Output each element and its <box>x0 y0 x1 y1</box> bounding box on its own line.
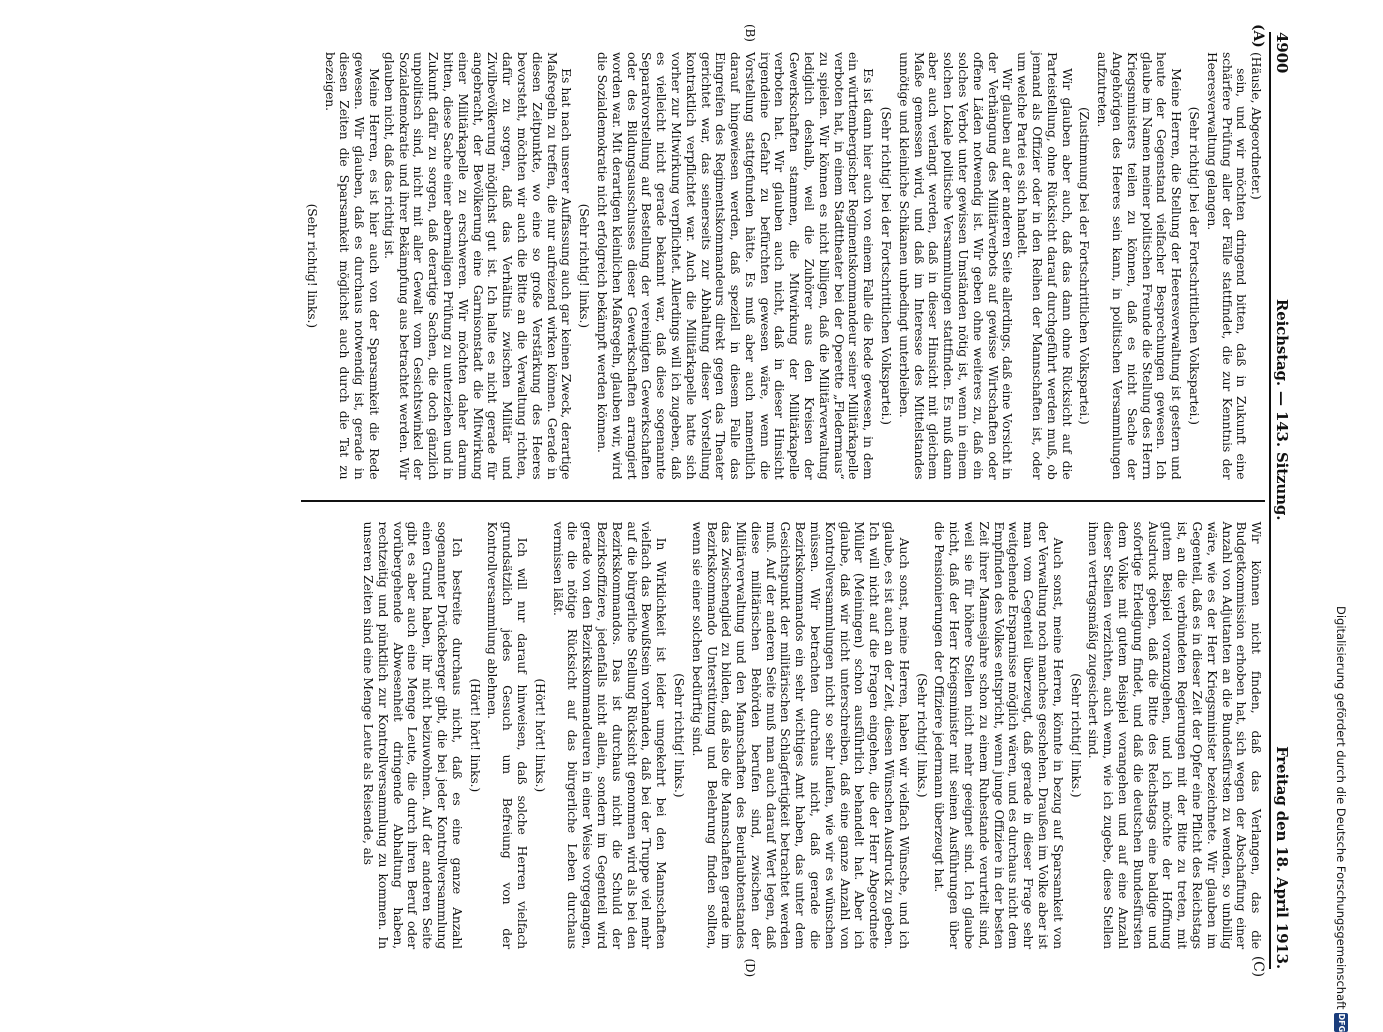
paragraph: Meine Herren, es ist hier auch von der Sparsamkeit die Rede gewesen. Wir glauben, daß es durchaus notwendig ist, gerade in diesen Zeiten die Sparsamkeit möglichst auch durch die Tat zu bezeigen. <box>322 52 382 480</box>
margin-marker-b: (B) <box>743 24 758 42</box>
credit-text: Digitalisierung gefördert durch die Deutsche Forschungsgemeinschaft <box>1334 606 1348 1010</box>
paragraph: Auch sonst, meine Herren, könnte in bezug auf Sparsamkeit von der Verwaltung noch manches geschehen. Draußen im Volke aber ist man vom Gegenteil überzeugt, daß gerade in dieser Frage sehr weitgehende Ersparnisse möglich wären, und es durchaus nicht dem Empfinden des Volkes entspricht, wenn junge Offiziere in der besten Zeit ihrer Mannesjahre schon zu einem Ruhestande verurteilt sind, weil sie für höhere Stellen nicht mehr geeignet sind. Ich glaube nicht, daß der Herr Kriegsminister mit seinen Ausführungen über die Pensionierungen der Offiziere jedermann überzeugt hat. <box>932 521 1066 949</box>
running-head <box>1269 32 1289 969</box>
paragraph: Wir können nicht finden, daß das Verlangen, das die Budgetkommission erhoben hat, sich wegen der Abschaffung einer Anzahl von Adjutanten an die Bundesfürsten zu wenden, so unbillig wäre, wie es der Herr Kriegsminister bezeichnete. Wir glauben im Gegenteil, daß es in dieser Zeit der Opfer eine Pflicht des Reichstags ist, an die verbündeten Regierungen mit der Bitte zu treten, mit gutem Beispiel voranzugehen, und ich möchte der Hoffnung Ausdruck geben, daß die Bitte des Reichstags eine baldige und sofortige Erledigung findet, und daß die deutschen Bundesfürsten dem Volke mit gutem Beispiel vorangehen und auf eine Anzahl dieser Stellen verzichten, auch wenn, wie ich zugebe, diese Stellen ihnen vertragsmäßig zugesichert sind. <box>1086 521 1265 949</box>
paragraph: Wir glauben auf der anderen Seite allerdings, daß eine Vorsicht in der Verhängung des Militärverbots auf gewisse Wirtschaften oder offene Läden notwendig ist. Wir geben ohne weiteres zu, daß ein solches Verbot unter gewissen Umständen nötig ist, wenn in einem solchen Lokale politische Versammlungen stattfinden. Es muß dann aber auch verlangt werden, daß in dieser Hinsicht mit gleichem Maße gemessen wird, und daß im Interesse des Mittelstandes unnötige und kleinliche Schikanen unbedingt unterbleiben. <box>896 52 1016 480</box>
interjection: (Zustimmung bei der Fortschrittlichen Volkspartei.) <box>1077 106 1093 425</box>
interjection: (Sehr richtig! links.) <box>1068 673 1084 798</box>
paragraph: sein, und wir möchten dringend bitten, daß in Zukunft eine schärfere Prüfung aller der Fälle stattfindet, die zur Kenntnis der Heeresverwaltung gelangen. <box>1204 52 1250 480</box>
paragraph: Auch sonst, meine Herren, haben wir vielfach Wünsche, und ich glaube, es ist auch an der Zeit, diesen Wünschen Ausdruck zu geben. Ich will nicht auf die Fragen eingehen, die der Herr Abgeordnete Müller (Meiningen) schon ausführlich behandelt hat. Aber ich glaube, daß wir nicht unterschreiben, daß eine ganze Anzahl von Kontrollversammlungen nicht so sehr laufen, wie wir es wünschen müssen. Wir betrachten durchaus nicht, daß gerade die Bezirkskommandos ein sehr wichtiges Amt haben, das unter dem Gesichtspunkt der militärischen Schlagfertigkeit betrachtet werden muß. Auf der anderen Seite muß man auch darauf Wert legen, daß diese militärischen Behörden berufen sind, zwischen der Militärverwaltung und den Mannschaften des Beurlaubtenstandes das Zwischenglied zu bilden, daß also die Mannschaften gerade im Bezirkskommando Unterstützung und Belehrung finden sollten, wenn sie einer solchen bedürftig sind. <box>689 521 912 949</box>
paragraph: (Häusle, Abgeordneter.) <box>1249 52 1265 200</box>
interjection: (Sehr richtig! bei der Fortschrittlichen Volkspartei.) <box>879 106 895 425</box>
dfg-logo: DFG <box>1334 1013 1348 1032</box>
paragraph: Es hat nach unserer Auffassung auch gar keinen Zweck, derartige Maßregeln zu treffen, die nur aufreizend wirken können. Gerade in diesen Zeitpunkte, wo eine so große Verstärkung des Heeres bevorsteht, möchten wir auch die Bitte an die Verwaltung richten, dafür zu sorgen, daß das Verhältnis zwischen Militär und Zivilbevölkerung möglichst gut ist. Ich halte es nicht gerade für angebracht, der Bevölkerung eine Garnisonstadt die Mitwirkung einer Militärkapelle zu erschweren. Wir möchten daher darum bitten, diese Sache einer abermaligen Prüfung zu unterziehen und in Zukunft dafür zu sorgen, daß derartige Sachen, die doch gänzlich unpolitisch sind, nicht mit aller Gewalt vom Gesichtswinkel der Sozialdemokratie und ihrer Bekämpfung aus betrachtet werden. Wir glauben nicht, daß das richtig ist. <box>381 52 575 480</box>
interjection: (Sehr richtig! links.) <box>914 673 930 798</box>
session-date: Freitag den 18. April 1913. <box>1273 746 1291 969</box>
interjection: (Sehr richtig! links.) <box>671 673 687 798</box>
paragraph: Ich will nur darauf hinweisen, daß solche Herren vielfach grundsätzlich jedes Gesuch um Befreiung von der Kontrollversammlung ablehnen. <box>485 521 530 949</box>
interjection: (Sehr richtig! bei der Fortschrittlichen Volkspartei.) <box>1187 106 1203 425</box>
interjection: (Hört! hört! links.) <box>467 678 483 793</box>
page-number: 4900 <box>1273 32 1291 74</box>
session-title: Reichstag. — 143. Sitzung. <box>1273 298 1291 521</box>
rotated-scan-page <box>85 8 1295 993</box>
interjection: (Sehr richtig! links.) <box>304 203 320 328</box>
document-page <box>85 8 1295 993</box>
interjection: (Sehr richtig! links.) <box>577 203 593 328</box>
two-column-body <box>301 24 1267 977</box>
interjection: (Hört! hört! links.) <box>532 678 548 793</box>
margin-marker-c: (C) <box>1250 955 1267 977</box>
margin-marker-a: (A) <box>1250 24 1267 48</box>
digitization-credit <box>1332 606 1350 1032</box>
margin-marker-d: (D) <box>743 958 758 977</box>
paragraph: Meine Herren, die Stellung der Heeresverwaltung ist gestern und heute der Gegenstand vielfacher Besprechungen gewesen. Ich glaube im Namen meiner politischen Freunde die Stellung des Herrn Kriegsministers teilen zu können, daß es nicht Sache der Angehörigen des Heeres sein kann, in politischen Versammlungen aufzutreten. <box>1095 52 1185 480</box>
paragraph: In Wirklichkeit ist leider umgekehrt bei den Mannschaften vielfach das Bewußtsein vorhanden, daß bei der Truppe viel mehr auf die bürgerliche Stellung Rücksicht genommen wird als bei den Bezirkskommandos. Das ist durchaus nicht die Schuld der Bezirksoffiziere, jedenfalls nicht allein, sondern im Gegenteil wird gerade von den Bezirkskommandeuren in einer Weise vorgegangen, die die nötige Rücksicht auf das bürgerliche Leben durchaus vermissen läßt. <box>550 521 670 949</box>
paragraph: Ich bestreite durchaus nicht, daß es eine ganze Anzahl sogenannter Drückeberger gibt, die bei jeder Kontrollversammlung einen Grund haben, ihr nicht beizuwohnen. Auf der anderen Seite gibt es aber auch eine Menge Leute, die durch ihren Beruf oder vorübergehende Abwesenheit dringende Abhaltung haben, rechtzeitig und pünktlich zur Kontrollversammlung zu kommen. In unseren Zeiten sind eine Menge Leute als Reisende, als <box>360 521 465 949</box>
left-column <box>301 32 1265 500</box>
paragraph: Es ist dann hier auch von einem Falle die Rede gewesen, in dem ein württembergischer Regimentskommandeur seiner Militärkapelle verboten hat, in einem Stadttheater bei der Operette „Fledermaus“ zu spielen. Wir können es nicht billigen, daß die Militärverwaltung lediglich deshalb, weil die Zuhörer aus den Kreisen der Gewerkschaften stammen, die Mitwirkung der Militärkapelle verboten hat. Wir glauben auch nicht, daß in dieser Hinsicht irgendeine Gefahr zu befürchten gewesen wäre, wenn die Vorstellung stattgefunden hätte. Es muß aber auch namentlich darauf hingewiesen werden, daß speziell in diesem Falle das Eingreifen des Regimentskommandeurs direkt gegen das Theater gerichtet war, das seinerseits zur Abhaltung dieser Vorstellung kontraktlich verpflichtet war. Auch die Militärkapelle hatte sich vorher zur Mitwirkung verpflichtet. Allerdings will ich zugeben, daß es vielleicht nicht gerade bekannt war, daß diese sogenannte Separatvorstellung auf Bestellung der vereinigten Gewerkschaften oder des Bildungsausschusses dieser Gewerkschaften arrangiert worden war. Mit derartigen kleinlichen Maßregeln, glauben wir, wird die Sozialdemokratie nicht erfolgreich bekämpft werden können. <box>594 52 877 480</box>
paragraph: Wir glauben aber auch, daß das dann ohne Rücksicht auf die Parteistellung, ohne Rücksicht darauf durchgeführt werden muß, ob jemand als Offizier oder in den Reihen der Mannschaften ist, oder um welche Partei es sich handelt. <box>1015 52 1075 480</box>
right-column <box>301 502 1265 970</box>
